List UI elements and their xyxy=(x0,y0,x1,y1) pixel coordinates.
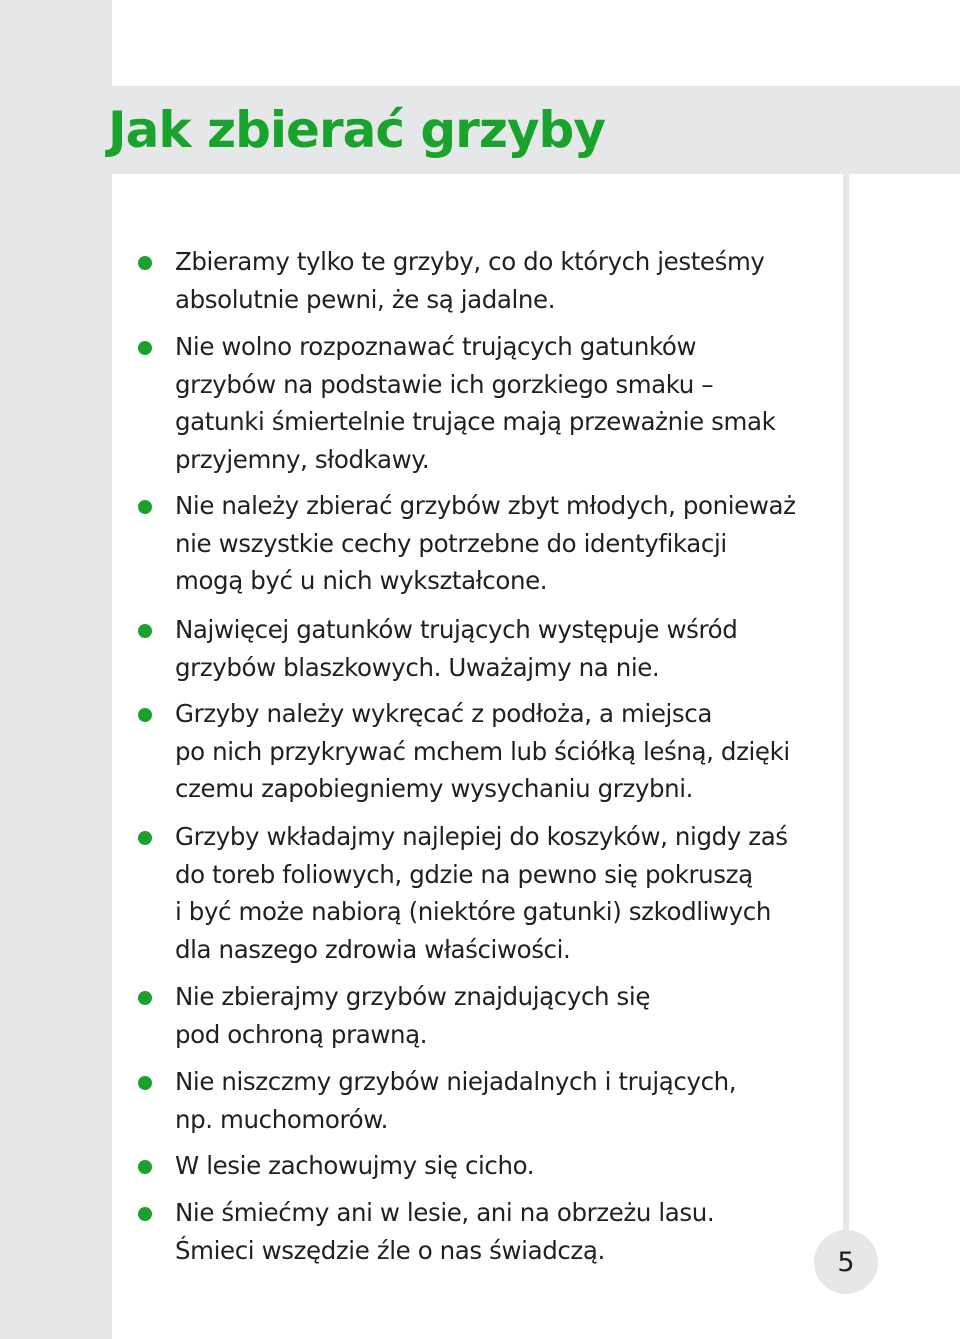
list-item-text: Nie śmiećmy ani w lesie, ani na obrzeżu lasu. Śmieci wszędzie źle o nas świadczą. xyxy=(175,1198,715,1265)
list-item-text: Najwięcej gatunków trujących występuje wśród grzybów blaszkowych. Uważajmy na nie. xyxy=(175,615,738,682)
left-margin-strip xyxy=(0,0,112,1339)
list-item-text: Nie wolno rozpoznawać trujących gatunków grzybów na podstawie ich gorzkiego smaku – gatunki śmiertelnie trujące mają przeważnie smak przyjemny, słodkawy. xyxy=(175,332,776,474)
list-item-text: Grzyby należy wykręcać z podłoża, a miejsca po nich przykrywać mchem lub ściółką leśną, dzięki czemu zapobiegniemy wysychaniu grzybni. xyxy=(175,699,790,803)
list-item-text: Nie zbierajmy grzybów znajdujących się pod ochroną prawną. xyxy=(175,982,650,1049)
bullet-dot-icon xyxy=(138,1076,152,1090)
list-item-text: Grzyby wkładajmy najlepiej do koszyków, nigdy zaś do toreb foliowych, gdzie na pewno się pokruszą i być może nabiorą (niektóre gatunki) szkodliwych dla naszego zdrowia właściwości. xyxy=(175,822,788,964)
page-title: Jak zbierać grzyby xyxy=(108,101,605,159)
bullet-dot-icon xyxy=(138,1207,152,1221)
bullet-dot-icon xyxy=(138,708,152,722)
bullet-dot-icon xyxy=(138,500,152,514)
bullet-dot-icon xyxy=(138,341,152,355)
bullet-dot-icon xyxy=(138,991,152,1005)
page-number: 5 xyxy=(814,1230,878,1294)
list-item-text: Nie należy zbierać grzybów zbyt młodych, ponieważ nie wszystkie cechy potrzebne do identyfikacji mogą być u nich wykształcone. xyxy=(175,491,796,595)
bullet-dot-icon xyxy=(138,256,152,270)
bullet-dot-icon xyxy=(138,831,152,845)
bullet-dot-icon xyxy=(138,624,152,638)
bullet-dot-icon xyxy=(138,1160,152,1174)
list-item-text: Zbieramy tylko te grzyby, co do których jesteśmy absolutnie pewni, że są jadalne. xyxy=(175,247,765,314)
list-item-text: W lesie zachowujmy się cicho. xyxy=(175,1151,535,1180)
list-item-text: Nie niszczmy grzybów niejadalnych i trujących, np. muchomorów. xyxy=(175,1067,737,1134)
